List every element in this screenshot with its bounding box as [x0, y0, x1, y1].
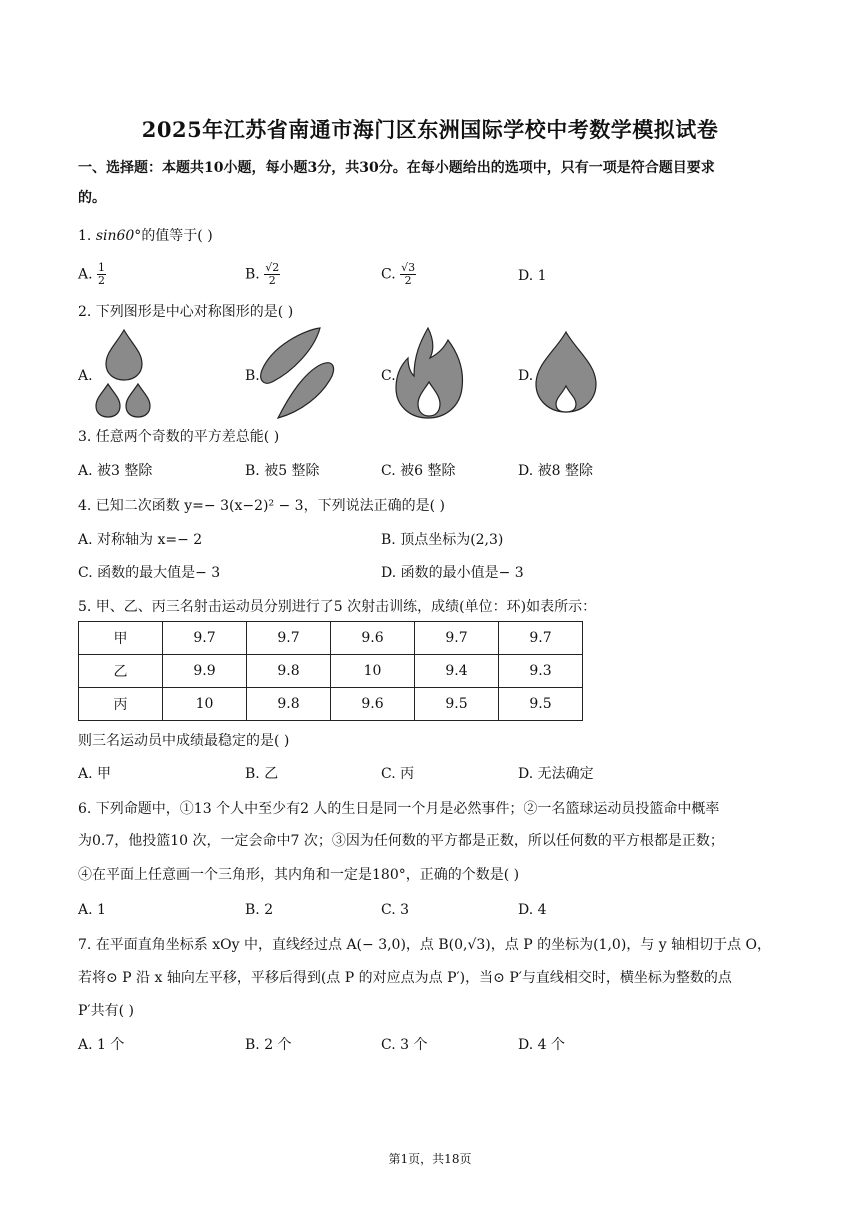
table-cell: 9.6	[331, 622, 415, 655]
q2-option-c-label: C.	[381, 368, 396, 384]
table-cell: 10	[331, 655, 415, 688]
q1-stem	[78, 226, 213, 246]
table-cell: 9.7	[247, 622, 331, 655]
q2-stem: 2. 下列图形是中心对称图形的是( )	[78, 304, 294, 320]
q1-option-c-label: C.	[381, 266, 396, 283]
q5-question: 则三名运动员中成绩最稳定的是( )	[78, 733, 290, 749]
q1-option-c	[381, 262, 416, 287]
table-cell: 10	[163, 688, 247, 721]
q3-option-a: A. 被3 整除	[78, 463, 153, 479]
q7-option-d: D. 4 个	[518, 1037, 565, 1053]
q5-stem: 5. 甲、乙、丙三名射击运动员分别进行了5 次射击训练，成绩(单位：环)如表所示：	[78, 599, 597, 615]
flame-figure	[394, 326, 464, 422]
page-title: 2025年江苏省南通市海门区东洲国际学校中考数学模拟试卷	[141, 117, 719, 142]
q1-b-numerator: √2	[265, 261, 280, 274]
q1-option-b	[245, 262, 280, 287]
q3-stem: 3. 任意两个奇数的平方差总能( )	[78, 429, 280, 445]
q1-stem-prefix: 1.	[78, 228, 96, 244]
table-row	[79, 655, 583, 688]
water-drops-figure	[92, 328, 156, 420]
table-cell: 甲	[79, 622, 163, 655]
q7-line1: 7. 在平面直角坐标系 xOy 中，直线经过点 A(− 3,0)，点 B(0,√3)，点 P 的坐标为(1,0)，与 y 轴相切于点 O，	[78, 937, 772, 953]
q4-option-b: B. 顶点坐标为(2,3)	[381, 532, 504, 548]
q6-line1: 6. 下列命题中，①13 个人中至少有2 人的生日是同一个月是必然事件；②一名篮球运动员投篮命中概率	[78, 801, 720, 817]
q1-option-b-fraction	[264, 262, 280, 287]
table-cell: 9.4	[415, 655, 499, 688]
q6-line3: ④在平面上任意画一个三角形，其内角和一定是180°，正确的个数是( )	[78, 867, 520, 883]
q6-option-d: D. 4	[518, 902, 547, 918]
table-row	[79, 622, 583, 655]
q1-a-denominator: 2	[98, 274, 106, 287]
q1-c-numerator: √3	[401, 261, 416, 274]
section-heading-line2: 的。	[78, 190, 106, 206]
q1-option-a-label: A.	[78, 266, 93, 283]
q4-option-a: A. 对称轴为 x=− 2	[78, 532, 203, 548]
drop-right-shape	[126, 384, 150, 417]
teardrop-figure	[534, 330, 598, 414]
table-cell: 9.7	[415, 622, 499, 655]
q2-option-d-label: D.	[518, 368, 534, 384]
q7-line3: P′共有( )	[78, 1003, 134, 1019]
q1-option-a-fraction	[97, 262, 106, 287]
q6-option-b: B. 2	[245, 902, 274, 918]
table-cell: 丙	[79, 688, 163, 721]
q7-line2: 若将⊙ P 沿 x 轴向左平移，平移后得到(点 P 的对应点为点 P′)，当⊙ P′与直线相交时，横坐标为整数的点	[78, 970, 732, 986]
q1-option-d: D. 1	[518, 268, 547, 284]
table-row	[79, 688, 583, 721]
table-cell: 乙	[79, 655, 163, 688]
section-heading-line1: 一、选择题：本题共10小题，每小题3分，共30分。在每小题给出的选项中，只有一项是符合题目要求	[78, 160, 715, 176]
drop-left-shape	[96, 384, 120, 417]
q4-stem: 4. 已知二次函数 y=− 3(x−2)² − 3，下列说法正确的是( )	[78, 498, 445, 514]
table-cell: 9.7	[163, 622, 247, 655]
scores-table	[78, 621, 583, 721]
q1-option-c-fraction	[400, 262, 416, 287]
q7-option-b: B. 2 个	[245, 1037, 292, 1053]
q1-stem-math: sin60°	[95, 228, 142, 244]
q5-option-a: A. 甲	[78, 766, 112, 782]
page-footer: 第1页，共18页	[388, 1152, 472, 1166]
table-cell: 9.6	[331, 688, 415, 721]
q3-option-b: B. 被5 整除	[245, 463, 320, 479]
q7-option-a: A. 1 个	[78, 1037, 125, 1053]
table-cell: 9.9	[163, 655, 247, 688]
q4-option-d: D. 函数的最小值是− 3	[381, 565, 524, 581]
q3-option-c: C. 被6 整除	[381, 463, 456, 479]
q7-option-c: C. 3 个	[381, 1037, 428, 1053]
q1-a-numerator: 1	[98, 261, 106, 274]
leaves-figure	[258, 326, 338, 420]
q2-option-a-label: A.	[78, 368, 93, 384]
q3-option-d: D. 被8 整除	[518, 463, 593, 479]
q6-option-a: A. 1	[78, 902, 106, 918]
table-cell: 9.5	[499, 688, 583, 721]
q5-option-d: D. 无法确定	[518, 766, 594, 782]
table-cell: 9.7	[499, 622, 583, 655]
q1-c-denominator: 2	[404, 274, 412, 287]
table-cell: 9.3	[499, 655, 583, 688]
q6-option-c: C. 3	[381, 902, 410, 918]
table-cell: 9.8	[247, 655, 331, 688]
q1-option-a	[78, 262, 106, 287]
table-cell: 9.5	[415, 688, 499, 721]
q1-option-b-label: B.	[245, 266, 260, 283]
q1-b-denominator: 2	[268, 274, 276, 287]
q4-option-c: C. 函数的最大值是− 3	[78, 565, 221, 581]
table-cell: 9.8	[247, 688, 331, 721]
q5-option-b: B. 乙	[245, 766, 279, 782]
q6-line2: 为0.7，他投篮10 次，一定会命中7 次；③因为任何数的平方都是正数，所以任何数的平方根都是正数；	[78, 833, 724, 849]
drop-top-shape	[106, 330, 142, 380]
q1-stem-suffix: 的值等于( )	[141, 228, 213, 244]
q2-option-b-label: B.	[245, 368, 260, 384]
q5-option-c: C. 丙	[381, 766, 415, 782]
